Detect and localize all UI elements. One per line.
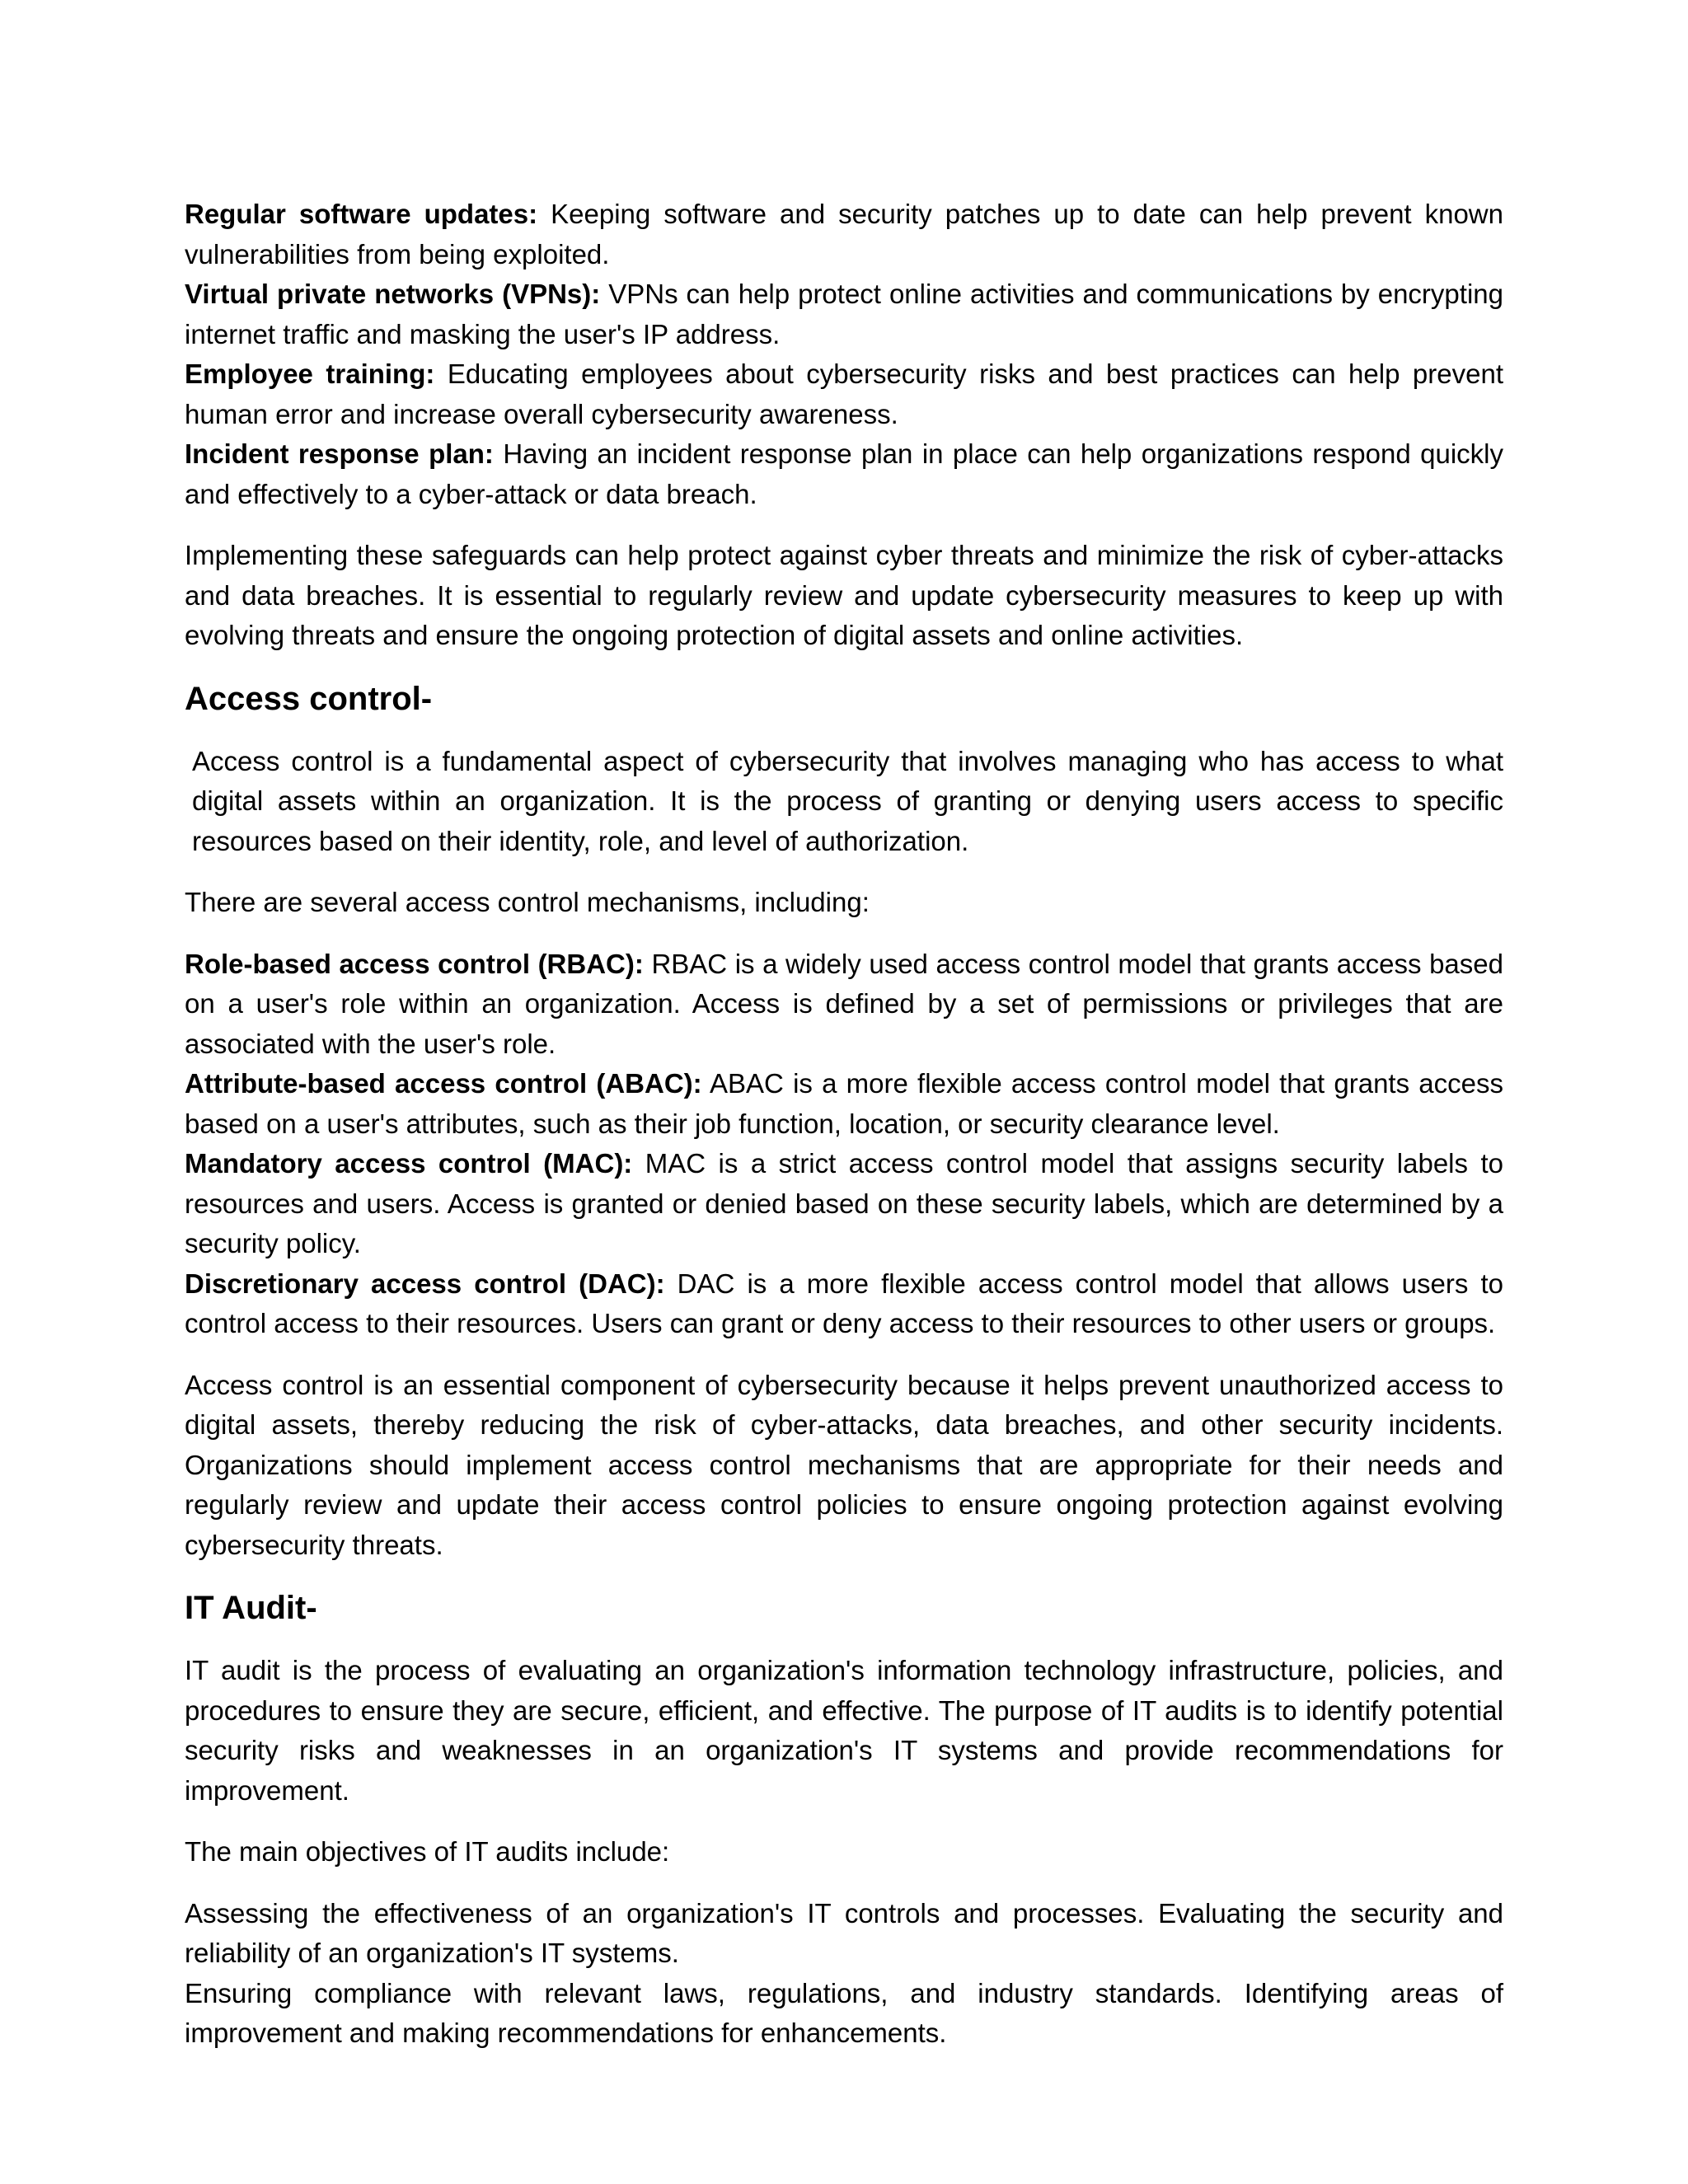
item-term: Virtual private networks (VPNs): (185, 279, 601, 309)
item-text: DAC is a more flexible access control model that allows users to control access to their resources. Users can grant or deny access to their resources to other users or groups. (185, 1268, 1503, 1338)
list-item (185, 1144, 1503, 1264)
item-text: MAC is a strict access control model that assigns security labels to resources and users. Access is granted or denied based on these security labels, which are determined by a security policy. (185, 1148, 1503, 1258)
document-page (185, 194, 1503, 2054)
list-item (185, 944, 1503, 1065)
list-item: Assessing the effectiveness of an organization's IT controls and processes. Evaluating the security and reliability of an organization's IT systems. (185, 1897, 1503, 1968)
item-term: Incident response plan: (185, 438, 494, 469)
access-control-conclusion: Access control is an essential component of cybersecurity because it helps prevent unauthorized access to digital assets, thereby reducing the risk of cyber-attacks, data breaches, and other security incidents. Organizations should implement access control mechanisms that are appropriate for their needs and regularly review and update their access control policies to ensure ongoing protection against evolving cybersecurity threats. (185, 1369, 1503, 1560)
list-item (185, 274, 1503, 354)
item-text: Having an incident response plan in place can help organizations respond quickly and effectively to a cyber-attack or data breach. (185, 438, 1503, 509)
list-item (185, 194, 1503, 274)
it-audit-heading: IT Audit- (185, 1590, 317, 1626)
list-item (185, 354, 1503, 434)
access-control-intro: Access control is a fundamental aspect of cybersecurity that involves managing who has access to what digital assets within an organization. It is the process of granting or denying users access to specific resources based on their identity, role, and level of authorization. (192, 745, 1503, 856)
objectives-list (185, 1894, 1503, 2054)
item-term: Employee training: (185, 359, 435, 389)
mechanisms-lead: There are several access control mechanisms, including: (185, 887, 870, 917)
item-text: Keeping software and security patches up to date can help prevent known vulnerabilities from being exploited. (185, 199, 1503, 269)
item-text: VPNs can help protect online activities and communications by encrypting internet traffic and masking the user's IP address. (185, 279, 1503, 349)
objectives-lead: The main objectives of IT audits include: (185, 1836, 670, 1867)
item-term: Regular software updates: (185, 199, 538, 229)
security-measures-list (185, 194, 1503, 514)
mechanisms-list (185, 944, 1503, 1344)
list-item: Ensuring compliance with relevant laws, regulations, and industry standards. Identifying areas of improvement and making recommendations for enhancements. (185, 1977, 1503, 2048)
access-control-heading: Access control- (185, 680, 433, 717)
it-audit-intro: IT audit is the process of evaluating an organization's information technology infrastructure, policies, and procedures to ensure they are secure, efficient, and effective. The purpose of IT audits is to identify potential security risks and weaknesses in an organization's IT systems and provide recommendations for improvement. (185, 1655, 1503, 1806)
list-item (185, 1264, 1503, 1344)
item-text: Educating employees about cybersecurity risks and best practices can help prevent human error and increase overall cybersecurity awareness. (185, 359, 1503, 429)
item-text: RBAC is a widely used access control model that grants access based on a user's role within an organization. Access is defined by a set of permissions or privileges that are associated with the user's role. (185, 948, 1503, 1059)
list-item (185, 1064, 1503, 1144)
safeguards-summary: Implementing these safeguards can help protect against cyber threats and minimize the risk of cyber-attacks and data breaches. It is essential to regularly review and update cybersecurity measures to keep up with evolving threats and ensure the ongoing protection of digital assets and online activities. (185, 540, 1503, 650)
list-item (185, 434, 1503, 514)
item-text: ABAC is a more flexible access control model that grants access based on a user's attributes, such as their job function, location, or security clearance level. (185, 1068, 1503, 1139)
item-term: Attribute-based access control (ABAC): (185, 1068, 702, 1099)
item-term: Discretionary access control (DAC): (185, 1268, 665, 1299)
item-term: Role-based access control (RBAC): (185, 948, 644, 979)
item-term: Mandatory access control (MAC): (185, 1148, 633, 1179)
